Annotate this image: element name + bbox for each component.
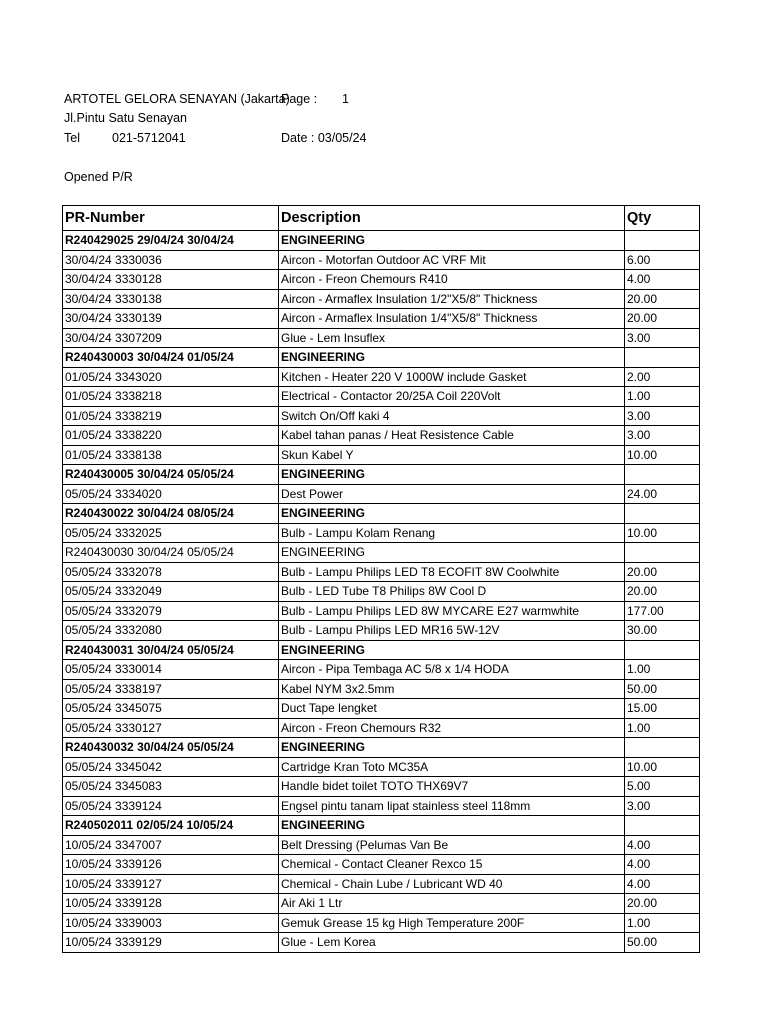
tel-label: Tel xyxy=(64,131,80,145)
table-row xyxy=(63,250,700,270)
table-row xyxy=(63,679,700,699)
pr-number-cell: 05/05/24 3345042 xyxy=(63,757,279,777)
description-cell: Aircon - Motorfan Outdoor AC VRF Mit xyxy=(279,250,625,270)
description-cell: Aircon - Freon Chemours R32 xyxy=(279,718,625,738)
table-row xyxy=(63,367,700,387)
pr-group-row xyxy=(63,543,700,563)
pr-number-cell: 05/05/24 3345083 xyxy=(63,777,279,797)
qty-cell: 3.00 xyxy=(625,406,700,426)
qty-cell: 3.00 xyxy=(625,796,700,816)
description-cell: Engsel pintu tanam lipat stainless steel 118mm xyxy=(279,796,625,816)
qty-cell: 20.00 xyxy=(625,562,700,582)
table-row xyxy=(63,796,700,816)
pr-number-cell: 05/05/24 3332025 xyxy=(63,523,279,543)
qty-cell xyxy=(625,231,700,251)
qty-cell: 5.00 xyxy=(625,777,700,797)
pr-group-row xyxy=(63,640,700,660)
column-header-qty: Qty xyxy=(625,206,700,231)
table-row xyxy=(63,582,700,602)
qty-cell: 1.00 xyxy=(625,913,700,933)
table-row xyxy=(63,309,700,329)
qty-cell xyxy=(625,465,700,485)
qty-cell: 20.00 xyxy=(625,289,700,309)
pr-number-cell: R240430030 30/04/24 05/05/24 xyxy=(63,543,279,563)
description-cell: ENGINEERING xyxy=(279,738,625,758)
qty-cell: 177.00 xyxy=(625,601,700,621)
table-row xyxy=(63,894,700,914)
qty-cell: 4.00 xyxy=(625,874,700,894)
pr-number-cell: 10/05/24 3347007 xyxy=(63,835,279,855)
table-row xyxy=(63,328,700,348)
description-cell: Air Aki 1 Ltr xyxy=(279,894,625,914)
pr-number-cell: R240430022 30/04/24 08/05/24 xyxy=(63,504,279,524)
pr-number-cell: 01/05/24 3338218 xyxy=(63,387,279,407)
pr-group-row xyxy=(63,348,700,368)
qty-cell: 4.00 xyxy=(625,855,700,875)
pr-number-cell: R240430005 30/04/24 05/05/24 xyxy=(63,465,279,485)
pr-number-cell: 05/05/24 3345075 xyxy=(63,699,279,719)
pr-number-cell: 10/05/24 3339128 xyxy=(63,894,279,914)
description-cell: Aircon - Freon Chemours R410 xyxy=(279,270,625,290)
description-cell: Aircon - Pipa Tembaga AC 5/8 x 1/4 HODA xyxy=(279,660,625,680)
qty-cell xyxy=(625,738,700,758)
description-cell: ENGINEERING xyxy=(279,504,625,524)
description-cell: Aircon - Armaflex Insulation 1/2"X5/8" Thickness xyxy=(279,289,625,309)
description-cell: Gemuk Grease 15 kg High Temperature 200F xyxy=(279,913,625,933)
qty-cell xyxy=(625,816,700,836)
report-date: Date : 03/05/24 xyxy=(281,131,367,145)
table-row xyxy=(63,855,700,875)
pr-number-cell: 10/05/24 3339003 xyxy=(63,913,279,933)
table-row xyxy=(63,621,700,641)
qty-cell: 1.00 xyxy=(625,660,700,680)
description-cell: Bulb - LED Tube T8 Philips 8W Cool D xyxy=(279,582,625,602)
description-cell: Electrical - Contactor 20/25A Coil 220Volt xyxy=(279,387,625,407)
qty-cell: 50.00 xyxy=(625,933,700,953)
qty-cell: 20.00 xyxy=(625,582,700,602)
description-cell: Bulb - Lampu Philips LED MR16 5W-12V xyxy=(279,621,625,641)
pr-table xyxy=(62,205,700,953)
table-row xyxy=(63,835,700,855)
description-cell: Skun Kabel Y xyxy=(279,445,625,465)
qty-cell xyxy=(625,640,700,660)
pr-number-cell: 01/05/24 3343020 xyxy=(63,367,279,387)
page-label: Page : xyxy=(281,92,318,106)
description-cell: Kabel tahan panas / Heat Resistence Cable xyxy=(279,426,625,446)
description-cell: Bulb - Lampu Kolam Renang xyxy=(279,523,625,543)
table-row xyxy=(63,757,700,777)
table-row xyxy=(63,406,700,426)
table-row xyxy=(63,933,700,953)
pr-number-cell: 05/05/24 3332079 xyxy=(63,601,279,621)
qty-cell: 30.00 xyxy=(625,621,700,641)
pr-number-cell: 10/05/24 3339126 xyxy=(63,855,279,875)
pr-number-cell: 30/04/24 3330139 xyxy=(63,309,279,329)
table-row xyxy=(63,484,700,504)
table-row xyxy=(63,289,700,309)
table-row xyxy=(63,562,700,582)
description-cell: ENGINEERING xyxy=(279,543,625,563)
pr-number-cell: 05/05/24 3339124 xyxy=(63,796,279,816)
table-row xyxy=(63,699,700,719)
description-cell: Bulb - Lampu Philips LED T8 ECOFIT 8W Coolwhite xyxy=(279,562,625,582)
qty-cell xyxy=(625,348,700,368)
qty-cell: 4.00 xyxy=(625,270,700,290)
description-cell: ENGINEERING xyxy=(279,640,625,660)
pr-number-cell: 01/05/24 3338219 xyxy=(63,406,279,426)
table-row xyxy=(63,445,700,465)
description-cell: Kabel NYM 3x2.5mm xyxy=(279,679,625,699)
table-row xyxy=(63,426,700,446)
qty-cell: 1.00 xyxy=(625,718,700,738)
pr-group-row xyxy=(63,738,700,758)
table-header-row xyxy=(63,206,700,231)
table-row xyxy=(63,874,700,894)
pr-group-row xyxy=(63,504,700,524)
table-row xyxy=(63,777,700,797)
pr-number-cell: 30/04/24 3330138 xyxy=(63,289,279,309)
table-row xyxy=(63,523,700,543)
pr-number-cell: 01/05/24 3338138 xyxy=(63,445,279,465)
table-row xyxy=(63,660,700,680)
tel-value: 021-5712041 xyxy=(112,131,186,145)
table-row xyxy=(63,387,700,407)
pr-number-cell: 05/05/24 3332049 xyxy=(63,582,279,602)
description-cell: Kitchen - Heater 220 V 1000W include Gasket xyxy=(279,367,625,387)
pr-number-cell: 05/05/24 3334020 xyxy=(63,484,279,504)
pr-number-cell: 05/05/24 3330014 xyxy=(63,660,279,680)
pr-number-cell: 05/05/24 3338197 xyxy=(63,679,279,699)
qty-cell xyxy=(625,504,700,524)
qty-cell: 10.00 xyxy=(625,523,700,543)
table-row xyxy=(63,913,700,933)
qty-cell: 2.00 xyxy=(625,367,700,387)
company-address: Jl.Pintu Satu Senayan xyxy=(64,111,187,125)
qty-cell: 24.00 xyxy=(625,484,700,504)
description-cell: Duct Tape lengket xyxy=(279,699,625,719)
qty-cell xyxy=(625,543,700,563)
description-cell: Cartridge Kran Toto MC35A xyxy=(279,757,625,777)
pr-number-cell: 10/05/24 3339129 xyxy=(63,933,279,953)
qty-cell: 3.00 xyxy=(625,328,700,348)
qty-cell: 10.00 xyxy=(625,445,700,465)
description-cell: Glue - Lem Insuflex xyxy=(279,328,625,348)
pr-group-row xyxy=(63,816,700,836)
description-cell: Belt Dressing (Pelumas Van Be xyxy=(279,835,625,855)
pr-number-cell: 30/04/24 3330128 xyxy=(63,270,279,290)
qty-cell: 10.00 xyxy=(625,757,700,777)
description-cell: Handle bidet toilet TOTO THX69V7 xyxy=(279,777,625,797)
description-cell: Chemical - Contact Cleaner Rexco 15 xyxy=(279,855,625,875)
pr-number-cell: 05/05/24 3332080 xyxy=(63,621,279,641)
description-cell: Glue - Lem Korea xyxy=(279,933,625,953)
pr-number-cell: 10/05/24 3339127 xyxy=(63,874,279,894)
table-row xyxy=(63,718,700,738)
table-row xyxy=(63,601,700,621)
pr-group-row xyxy=(63,231,700,251)
description-cell: Aircon - Armaflex Insulation 1/4"X5/8" Thickness xyxy=(279,309,625,329)
description-cell: Dest Power xyxy=(279,484,625,504)
table-row xyxy=(63,270,700,290)
page-number: 1 xyxy=(342,92,349,106)
pr-number-cell: 30/04/24 3307209 xyxy=(63,328,279,348)
description-cell: ENGINEERING xyxy=(279,348,625,368)
pr-number-cell: R240429025 29/04/24 30/04/24 xyxy=(63,231,279,251)
qty-cell: 15.00 xyxy=(625,699,700,719)
description-cell: Switch On/Off kaki 4 xyxy=(279,406,625,426)
pr-number-cell: 30/04/24 3330036 xyxy=(63,250,279,270)
qty-cell: 1.00 xyxy=(625,387,700,407)
pr-number-cell: R240430032 30/04/24 05/05/24 xyxy=(63,738,279,758)
pr-group-row xyxy=(63,465,700,485)
column-header-description: Description xyxy=(279,206,625,231)
pr-number-cell: R240430031 30/04/24 05/05/24 xyxy=(63,640,279,660)
qty-cell: 6.00 xyxy=(625,250,700,270)
description-cell: Bulb - Lampu Philips LED 8W MYCARE E27 warmwhite xyxy=(279,601,625,621)
pr-number-cell: R240430003 30/04/24 01/05/24 xyxy=(63,348,279,368)
qty-cell: 20.00 xyxy=(625,309,700,329)
report-title: Opened P/R xyxy=(64,170,133,184)
qty-cell: 4.00 xyxy=(625,835,700,855)
pr-number-cell: R240502011 02/05/24 10/05/24 xyxy=(63,816,279,836)
company-name: ARTOTEL GELORA SENAYAN (Jakarta) xyxy=(64,92,290,106)
pr-number-cell: 05/05/24 3330127 xyxy=(63,718,279,738)
column-header-pr-number: PR-Number xyxy=(63,206,279,231)
description-cell: ENGINEERING xyxy=(279,231,625,251)
qty-cell: 20.00 xyxy=(625,894,700,914)
description-cell: ENGINEERING xyxy=(279,465,625,485)
pr-number-cell: 05/05/24 3332078 xyxy=(63,562,279,582)
description-cell: ENGINEERING xyxy=(279,816,625,836)
qty-cell: 3.00 xyxy=(625,426,700,446)
description-cell: Chemical - Chain Lube / Lubricant WD 40 xyxy=(279,874,625,894)
pr-number-cell: 01/05/24 3338220 xyxy=(63,426,279,446)
qty-cell: 50.00 xyxy=(625,679,700,699)
